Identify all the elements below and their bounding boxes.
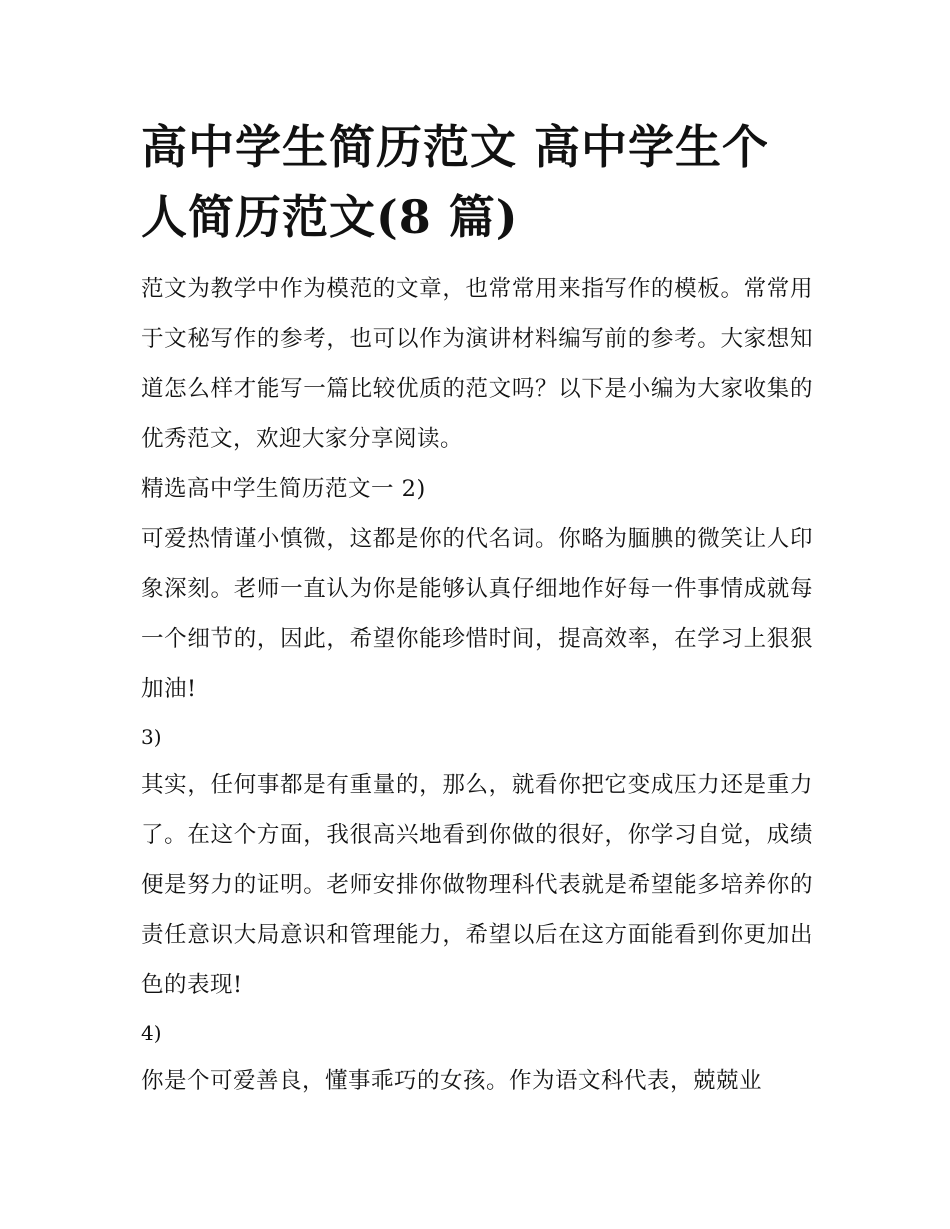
title-line-2-text: 人简历范文 xyxy=(141,190,376,244)
title-line-1: 高中学生简历范文 高中学生个 xyxy=(141,120,770,174)
title-close-paren: ) xyxy=(495,190,519,244)
title-count: (8 xyxy=(376,190,432,244)
document-page xyxy=(141,112,813,1106)
item-number-4: 4) xyxy=(141,1021,162,1045)
section-heading: 精选高中学生简历范文一 2) xyxy=(141,476,426,502)
comment-paragraph-3: 你是个可爱善良，懂事乖巧的女孩。作为语文科代表，兢兢业 xyxy=(141,1068,763,1094)
title-count-unit: 篇 xyxy=(431,190,496,244)
comment-paragraph-2: 其实，任何事都是有重量的，那么，就看你把它变成压力还是重力了。在这个方面，我很高兴地看到你做的很好，你学习自觉，成绩便是努力的证明。老师安排你做物理科代表就是希望能多培养你的责任意识大局意识和管理能力，希望以后在这方面能看到你更加出色的表现! xyxy=(141,772,813,998)
comment-paragraph-1: 可爱热情谨小慎微，这都是你的代名词。你略为腼腆的微笑让人印象深刻。老师一直认为你是能够认真仔细地作好每一件事情成就每一个细节的，因此，希望你能珍惜时间，提高效率，在学习上狠狠加油! xyxy=(141,526,813,702)
item-number-3: 3) xyxy=(141,725,162,749)
title-line-2 xyxy=(141,182,813,252)
document-title xyxy=(141,112,813,252)
intro-paragraph: 范文为教学中作为模范的文章，也常常用来指写作的模板。常常用于文秘写作的参考，也可以作为演讲材料编写前的参考。大家想知道怎么样才能写一篇比较优质的范文吗？以下是小编为大家收集的优秀范文，欢迎大家分享阅读。 xyxy=(141,276,813,452)
